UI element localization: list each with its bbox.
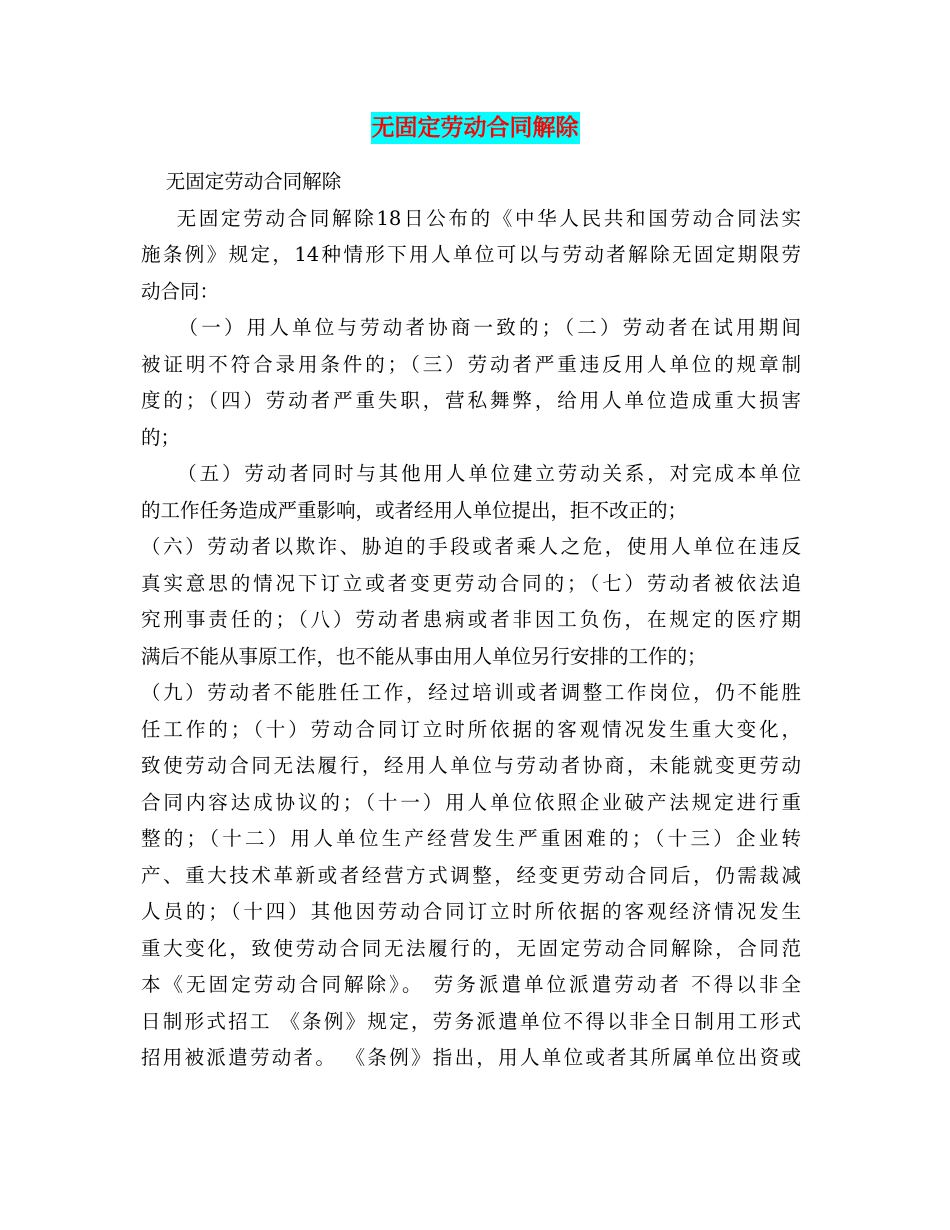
text-line: 无固定劳动合同解除18日公布的《中华人民共和国劳动合同法实 <box>141 206 801 230</box>
text-line: 重大变化，致使劳动合同无法履行的，无固定劳动合同解除，合同范 <box>141 936 801 960</box>
text-line: 无固定劳动合同解除 <box>141 170 342 193</box>
text-line: 招用被派遣劳动者。 《条例》指出，用人单位或者其所属单位出资或 <box>141 1046 801 1069</box>
text-line: 度的；（四）劳动者严重失职，营私舞弊，给用人单位造成重大损害 <box>141 389 801 412</box>
text-line: 日制形式招工 《条例》规定，劳务派遣单位不得以非全日制用工形式 <box>141 1009 801 1033</box>
text-line: 致使劳动合同无法履行，经用人单位与劳动者协商，未能就变更劳动 <box>141 754 801 777</box>
document-body <box>141 164 801 1077</box>
text-line: 任工作的；（十）劳动合同订立时所依据的客观情况发生重大变化， <box>141 717 801 741</box>
text-line: （一）用人单位与劳动者协商一致的；（二）劳动者在试用期间 <box>141 316 801 339</box>
text-line: 人员的；（十四）其他因劳动合同订立时所依据的客观经济情况发生 <box>141 900 801 923</box>
text-line: （五）劳动者同时与其他用人单位建立劳动关系，对完成本单位 <box>141 462 801 485</box>
text-line: 究刑事责任的；（八）劳动者患病或者非因工负伤，在规定的医疗期 <box>141 608 801 631</box>
text-line: 产、重大技术革新或者经营方式调整，经变更劳动合同后，仍需裁减 <box>141 863 801 887</box>
text-line: 整的；（十二）用人单位生产经营发生严重困难的；（十三）企业转 <box>141 827 801 850</box>
text-line: 合同内容达成协议的；（十一）用人单位依照企业破产法规定进行重 <box>141 790 801 814</box>
text-line: 动合同： <box>141 279 220 303</box>
text-line: （六）劳动者以欺诈、胁迫的手段或者乘人之危，使用人单位在违反 <box>141 535 801 558</box>
text-line: （九）劳动者不能胜任工作，经过培训或者调整工作岗位，仍不能胜 <box>141 681 801 704</box>
text-line: 施条例》规定，14种情形下用人单位可以与劳动者解除无固定期限劳 <box>141 243 801 266</box>
text-line: 真实意思的情况下订立或者变更劳动合同的；（七）劳动者被依法追 <box>141 571 801 595</box>
text-line: 的； <box>141 425 181 449</box>
text-line: 满后不能从事原工作，也不能从事由用人单位另行安排的工作的； <box>141 644 707 668</box>
document-title: 无固定劳动合同解除 <box>371 112 580 144</box>
text-line: 被证明不符合录用条件的；（三）劳动者严重违反用人单位的规章制 <box>141 352 801 376</box>
title-row <box>0 112 950 144</box>
text-line: 的工作任务造成严重影响，或者经用人单位提出，拒不改正的； <box>141 498 688 522</box>
text-line: 本《无固定劳动合同解除》。 劳务派遣单位派遣劳动者 不得以非全 <box>141 973 801 996</box>
